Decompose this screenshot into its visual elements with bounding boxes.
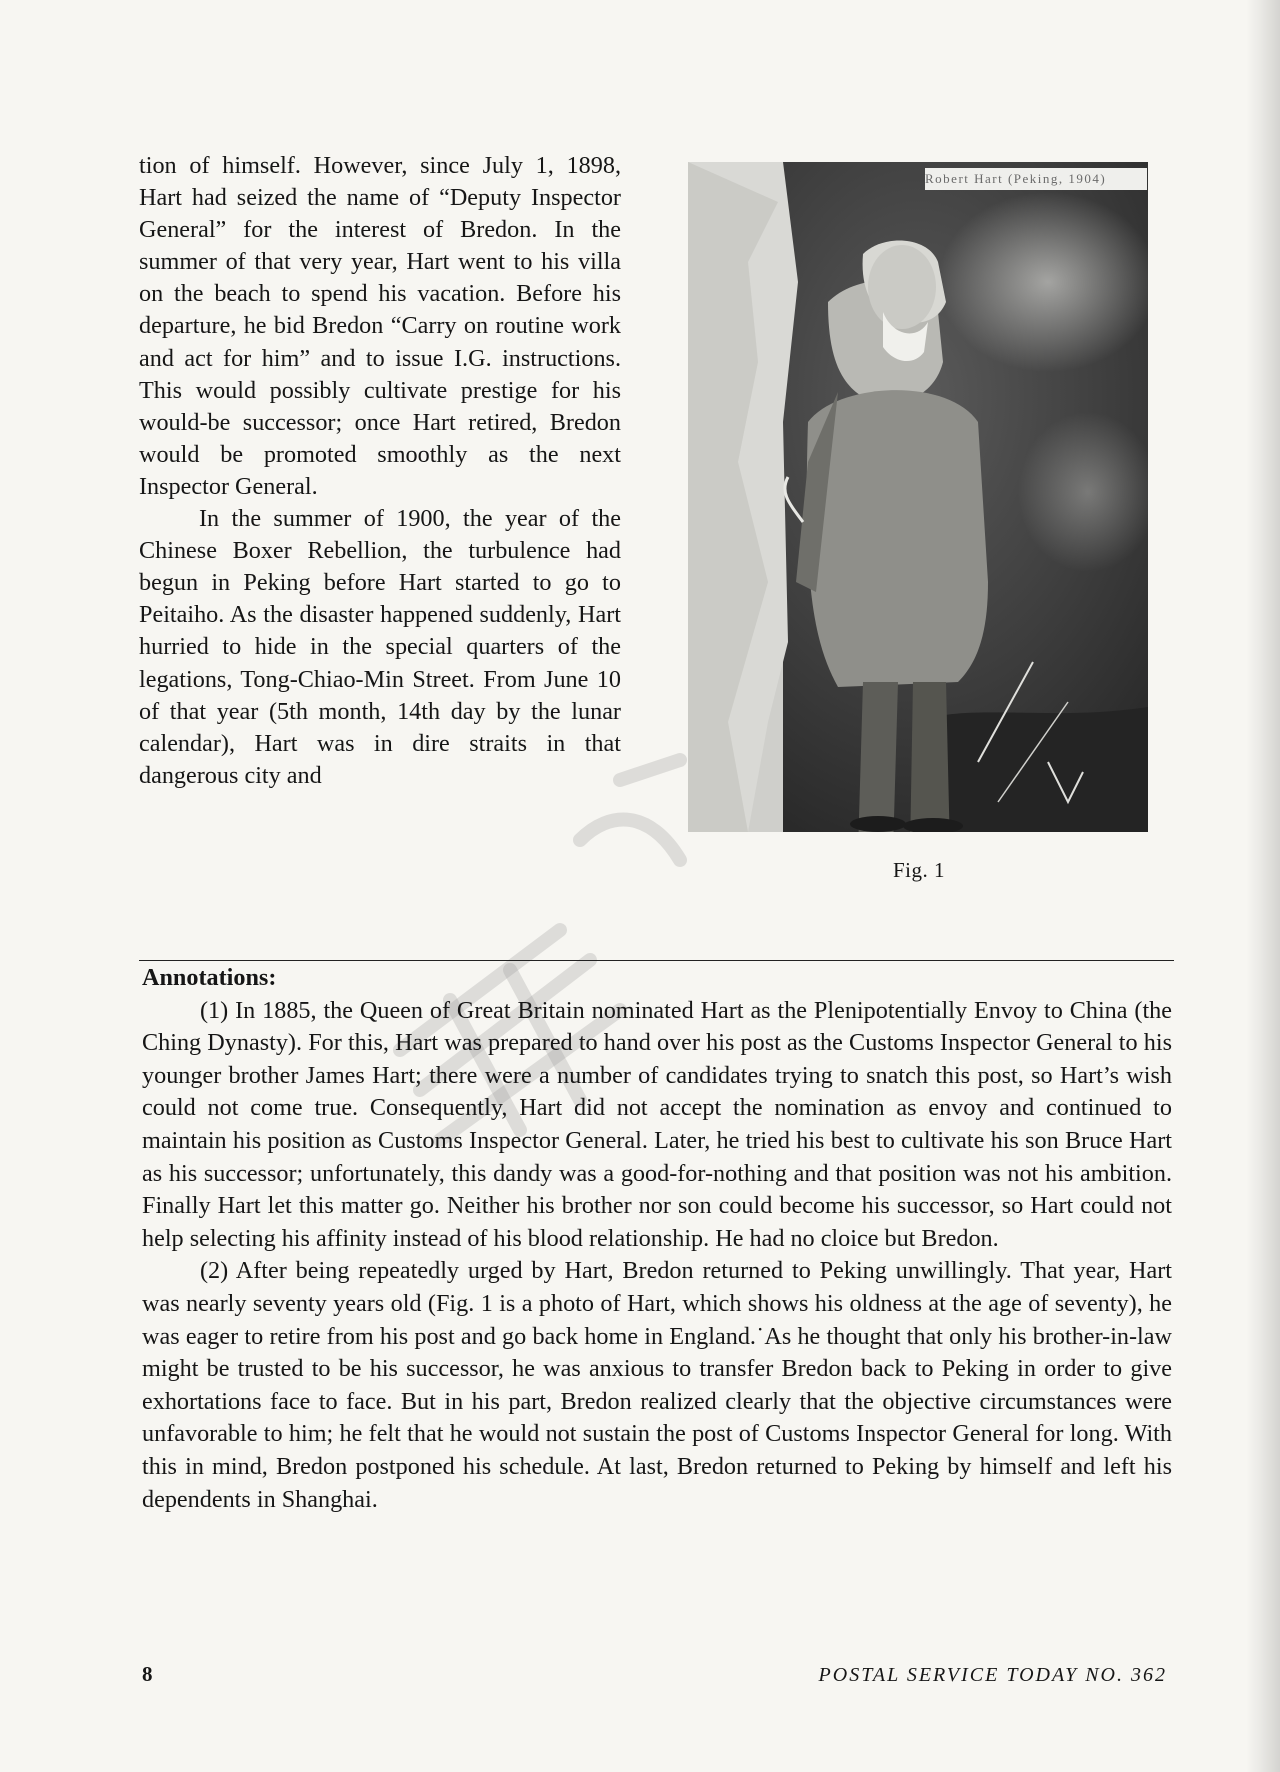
body-paragraph: tion of himself. However, since July 1, 1898, Hart had seized the name of “Deputy Inspector General” for the interest of Bredon. In the summer of that very year, Hart went to his villa on the beach to spend his vacation. Before his departure, he bid Bredon “Carry on routine work and act for him” and to issue I.G. instructions. This would possibly cultivate prestige for his would-be successor; once Hart retired, Bredon would be promoted smoothly as the next Inspector General. xyxy=(139,152,621,500)
photo-caption: Robert Hart (Peking, 1904) xyxy=(925,168,1147,190)
body-text-column xyxy=(139,150,621,792)
page-binding-shadow xyxy=(1246,0,1280,1772)
annotation-item: (1) In 1885, the Queen of Great Britain nominated Hart as the Plenipotentially Envoy to China (the Ching Dynasty). For this, Hart was prepared to hand over his post as the Customs Inspector General to his younger brother James Hart; there were a number of candidates trying to snatch this post, so Hart’s wish could not come true. Consequently, Hart did not accept the nomination as envoy and continued to maintain his position as Customs Inspector General. Later, he tried his best to cultivate his son Bruce Hart as his successor; unfortunately, this dandy was a good-for-nothing and that position was not his ambition. Finally Hart let this matter go. Neither his brother nor son could become his successor, so Hart could not help selecting his affinity instead of his blood relationship. He had no cloice but Bredon. xyxy=(142,996,1172,1252)
annotation-item: (2) After being repeatedly urged by Hart, Bredon returned to Peking unwillingly. That year, Hart was nearly seventy years old (Fig. 1 is a photo of Hart, which shows his oldness at the age of seventy), he was eager to retire from his post and go back home in England.˙As he thought that only his brother-in-law might be trusted to be his successor, he was anxious to transfer Bredon back to Peking in order to give exhortations face to face. But in his part, Bredon realized clearly that the objective circumstances were unfavorable to him; he felt that he would not sustain the post of Customs Inspector General for long. With this in mind, Bredon postponed his schedule. At last, Bredon returned to Peking by himself and left his dependents in Shanghai. xyxy=(142,1257,1172,1513)
annotations-divider xyxy=(139,960,1174,961)
body-paragraph: In the summer of 1900, the year of the Chinese Boxer Rebellion, the turbulence had begun in Peking before Hart started to go to Peitaiho. As the disaster happened suddenly, Hart hurried to hide in the special quarters of the legations, Tong-Chiao-Min Street. From June 10 of that year (5th month, 14th day by the lunar calendar), Hart was in dire straits in that dangerous city and xyxy=(139,505,621,789)
figure-label: Fig. 1 xyxy=(893,858,946,882)
annotations-heading: Annotations: xyxy=(142,964,277,991)
page-number: 8 xyxy=(142,1662,153,1686)
running-footer: POSTAL SERVICE TODAY NO. 362 xyxy=(818,1664,1167,1686)
figure-robert-hart xyxy=(688,162,1148,832)
portrait-photo xyxy=(688,162,1148,832)
annotations-section xyxy=(142,962,1172,1516)
